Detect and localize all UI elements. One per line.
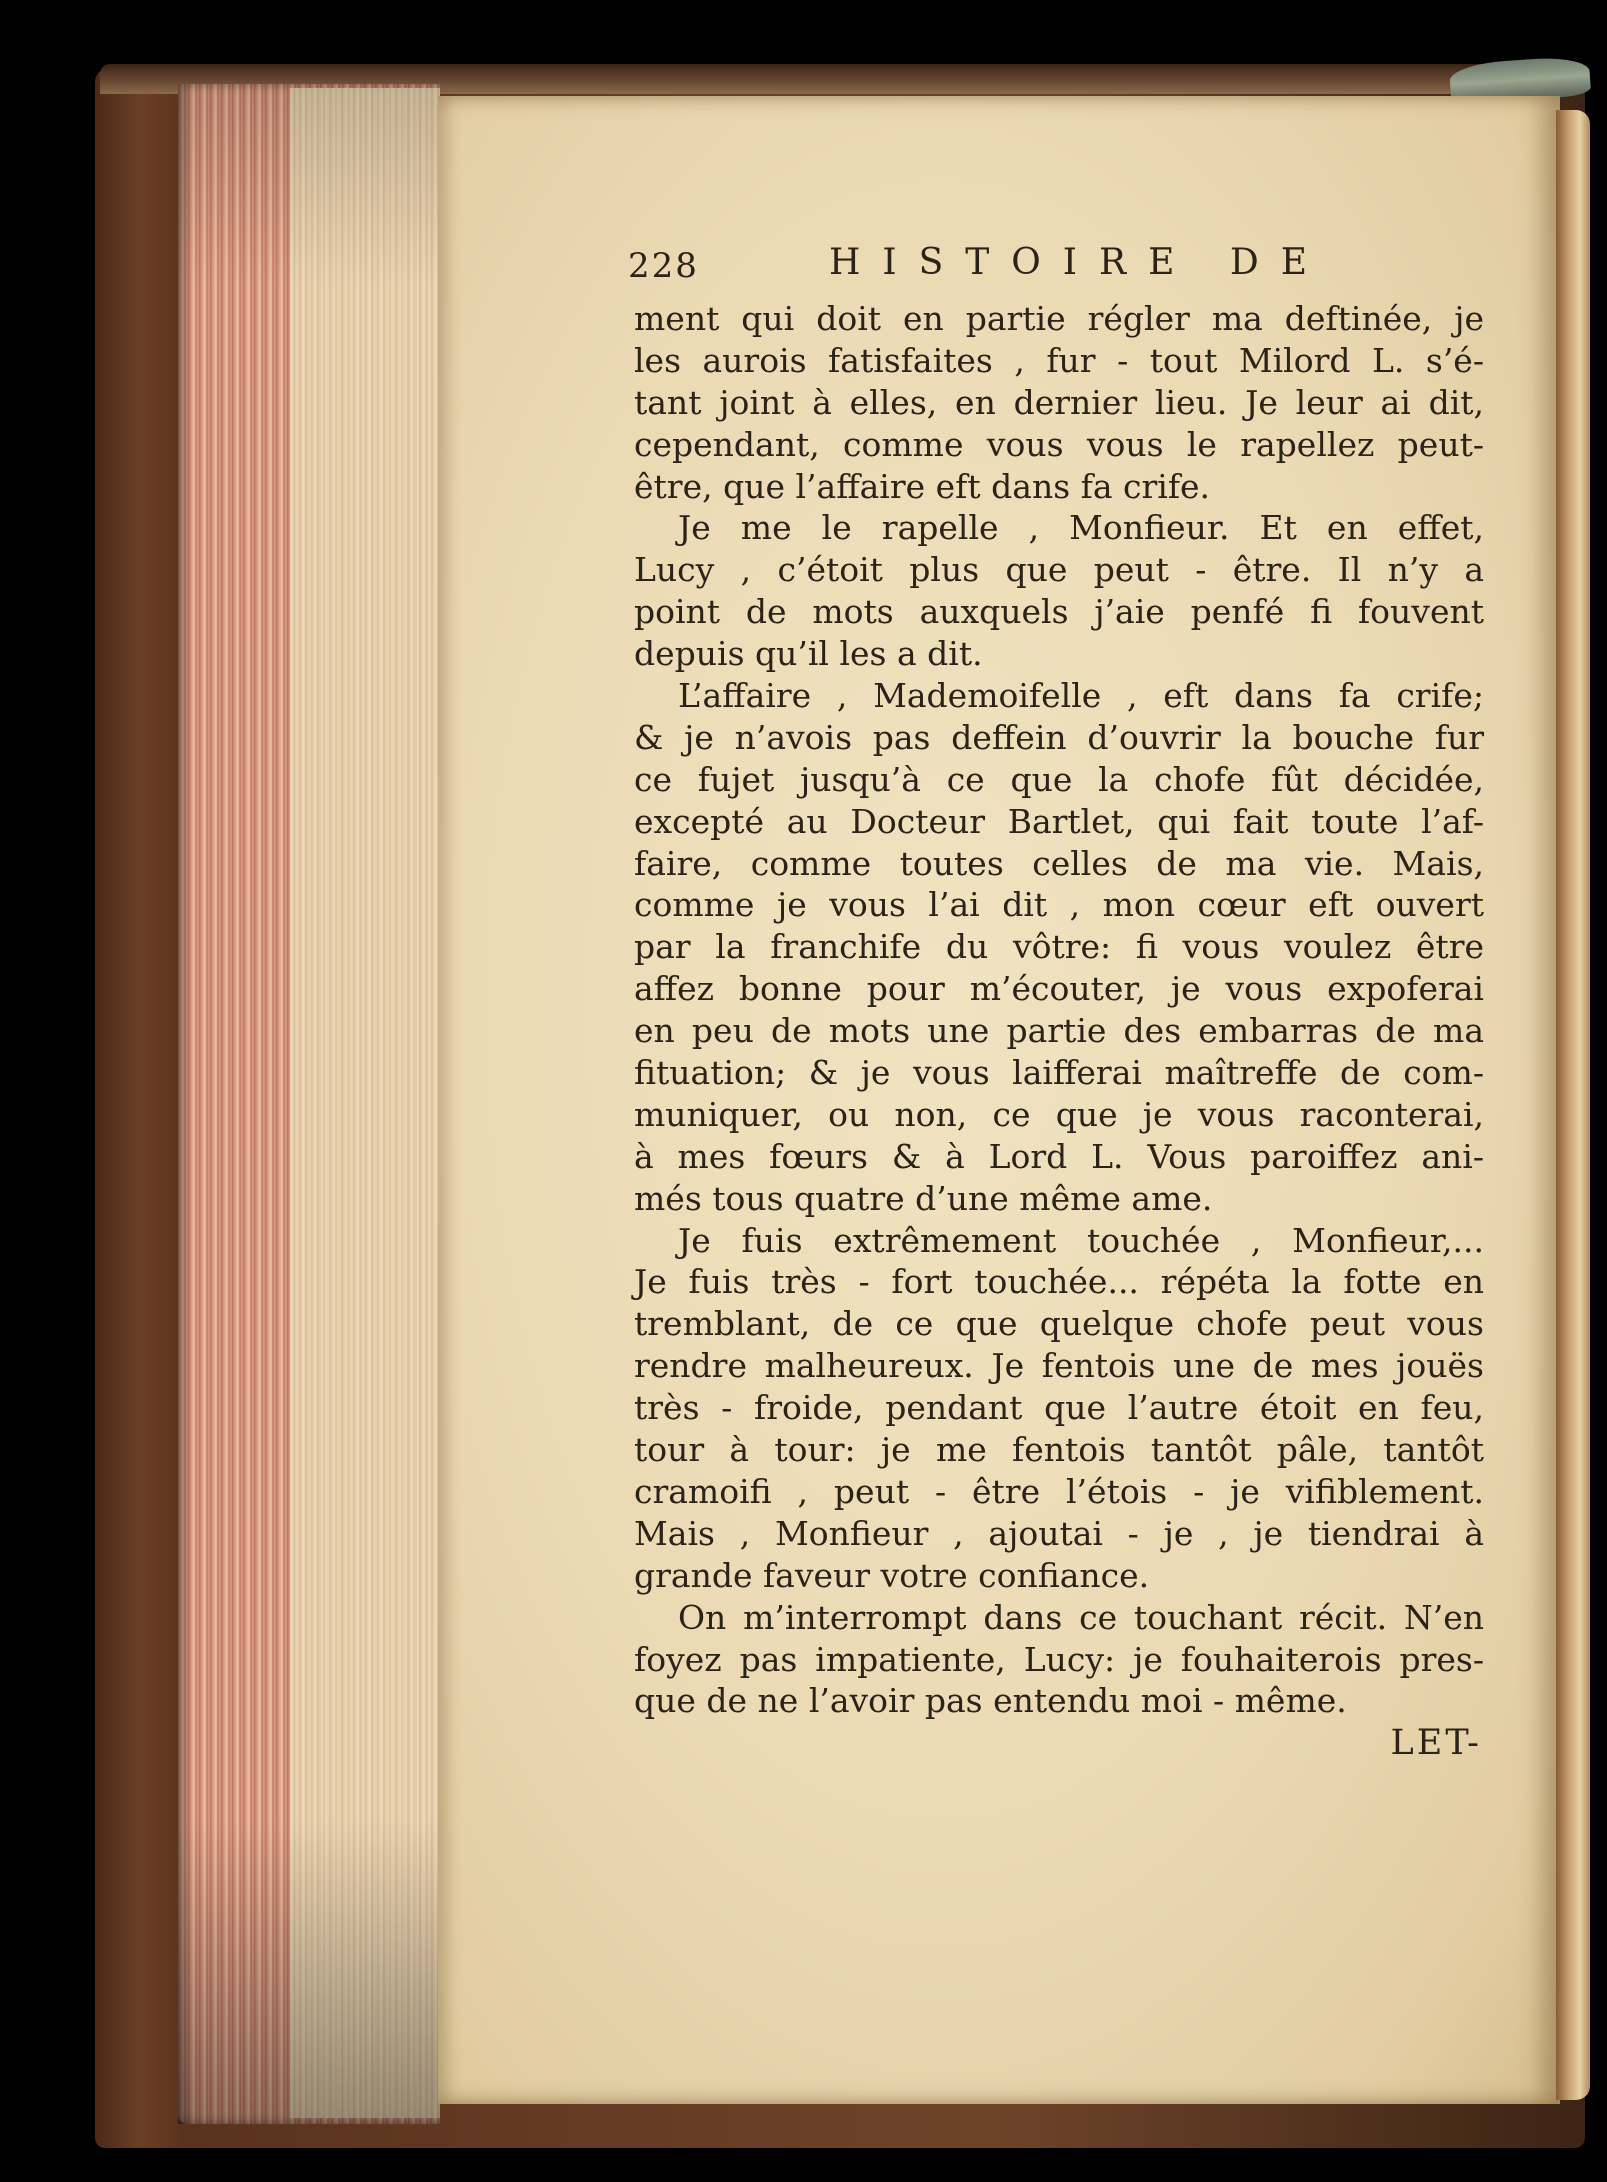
text-line: à mes fœurs & à Lord L. Vous paroiffez ani- [634, 1136, 1484, 1176]
catchword: LET- [1390, 1723, 1482, 1764]
text-line: faire, comme toutes celles de ma vie. Mais, [634, 843, 1484, 883]
page-header [628, 242, 1484, 290]
text-line: les aurois fatisfaites , fur - tout Milord L. s’é- [634, 340, 1484, 380]
text-line: ment qui doit en partie régler ma deftinée, je [634, 299, 1484, 338]
text-line: rendre malheureux. Je fentois une de mes jouës [634, 1346, 1484, 1386]
text-line: Mais , Monfieur , ajoutai - je , je tiendrai à [634, 1513, 1484, 1553]
text-line: més tous quatre d’une même ame. [634, 1178, 1213, 1218]
text-line: depuis qu’il les a dit. [634, 634, 983, 674]
text-line: très - froide, pendant que l’autre étoit en feu, [634, 1388, 1484, 1428]
text-line: grande faveur votre confiance. [634, 1555, 1150, 1595]
facing-page-edge [1556, 110, 1590, 2100]
text-block [628, 242, 1484, 1764]
text-line: ce fujet jusqu’à ce que la chofe fût décidée, [634, 759, 1484, 799]
text-line: Je me le rapelle , Monfieur. Et en effet, [678, 508, 1484, 548]
running-head: HISTOIRE DE [829, 242, 1329, 283]
text-line: Je fuis très - fort touchée... répéta la fotte en [634, 1262, 1484, 1302]
text-line: affez bonne pour m’écouter, je vous expoferai [634, 969, 1484, 1009]
text-line: que de ne l’avoir pas entendu moi - même. [634, 1681, 1347, 1721]
body-text [634, 298, 1484, 1722]
text-line: Lucy , c’étoit plus que peut - être. Il n’y a [634, 550, 1484, 590]
text-line: être, que l’affaire eft dans fa crife. [634, 466, 1211, 506]
text-line: comme je vous l’ai dit , mon cœur eft ouvert [634, 885, 1484, 925]
text-line: & je n’avois pas deffein d’ouvrir la bouche fur [634, 717, 1484, 757]
text-line: muniquer, ou non, ce que je vous raconterai, [634, 1094, 1484, 1134]
text-line: en peu de mots une partie des embarras de ma [634, 1011, 1484, 1051]
text-line: par la franchife du vôtre: fi vous voulez être [634, 927, 1484, 967]
text-line: tremblant, de ce que quelque chofe peut vous [634, 1304, 1484, 1344]
text-line: tour à tour: je me fentois tantôt pâle, tantôt [634, 1430, 1484, 1470]
text-line: point de mots auxquels j’aie penfé fi fouvent [634, 592, 1484, 632]
text-line: L’affaire , Mademoifelle , eft dans fa crife; [678, 676, 1484, 716]
text-line: fituation; & je vous laifferai maîtreffe de com- [634, 1053, 1484, 1093]
text-line: On m’interrompt dans ce touchant récit. N’en [678, 1597, 1484, 1637]
page-number: 228 [628, 246, 699, 286]
text-line: cramoifi , peut - être l’étois - je vifiblement. [634, 1471, 1484, 1511]
text-line: excepté au Docteur Bartlet, qui fait toute l’af- [634, 801, 1484, 841]
text-line: foyez pas impatiente, Lucy: je fouhaiterois pres- [634, 1639, 1484, 1679]
text-line: Je fuis extrêmement touchée , Monfieur,... [678, 1220, 1484, 1260]
page-edges-shadow [178, 84, 440, 2124]
text-line: tant joint à elles, en dernier lieu. Je leur ai dit, [634, 382, 1484, 422]
text-line: cependant, comme vous vous le rapellez peut- [634, 424, 1484, 464]
